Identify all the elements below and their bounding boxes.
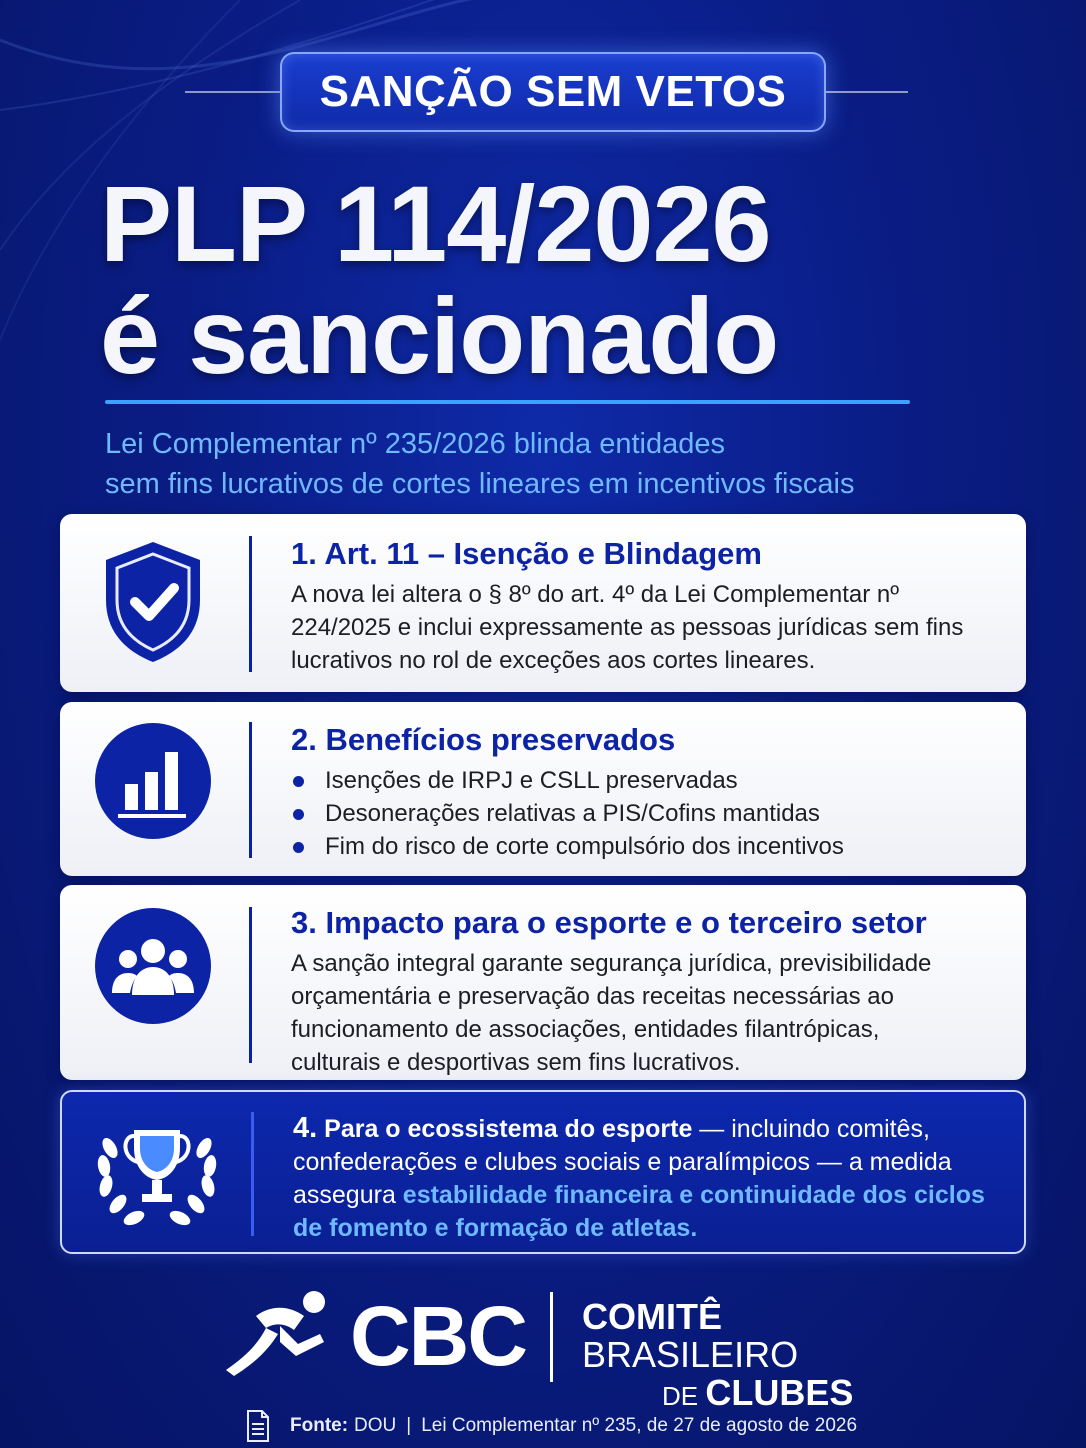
- source-detail: Lei Complementar nº 235, de 27 de agosto de 2026: [421, 1415, 858, 1436]
- source-line: [246, 1408, 857, 1444]
- org-word-de: DE: [662, 1381, 706, 1411]
- badge-rule-right: [826, 91, 908, 93]
- card-divider: [249, 907, 252, 1063]
- org-word-clubes: CLUBES: [705, 1372, 854, 1413]
- card-heading: 3. Impacto para o esporte e o terceiro setor: [291, 905, 927, 940]
- card-number: 4.: [293, 1112, 318, 1144]
- people-group-icon: [94, 907, 212, 1025]
- card-body: [293, 1112, 993, 1245]
- trophy-laurel-icon: [88, 1108, 226, 1238]
- title-line-1: PLP 114/2026: [100, 163, 771, 284]
- subtitle-line-1: Lei Complementar nº 235/2026 blinda entidades: [105, 428, 726, 460]
- header-badge-row: [0, 52, 1086, 132]
- source-value: DOU: [354, 1415, 397, 1436]
- org-word-brasileiro: BRASILEIRO: [582, 1334, 799, 1375]
- title-line-2: é sancionado: [100, 275, 779, 396]
- runner-icon: [220, 1286, 336, 1382]
- document-icon: [246, 1410, 270, 1442]
- card-benefits: [60, 702, 1026, 876]
- card-sport-ecosystem: [60, 1090, 1026, 1254]
- page-title: [100, 163, 1000, 396]
- title-underline: [105, 400, 910, 404]
- card-body: A nova lei altera o § 8º do art. 4º da Lei Complementar nº 224/2025 e inclui expressamente as pessoas jurídicas sem fins lucrativos no rol de exceções aos cortes lineares.: [291, 581, 964, 674]
- subtitle-line-2: sem fins lucrativos de cortes lineares em incentivos fiscais: [105, 468, 855, 500]
- source-separator: |: [406, 1415, 412, 1436]
- list-item: Fim do risco de corte compulsório dos incentivos: [291, 830, 971, 863]
- card-text: — incluindo comitês, confederações e clubes sociais e paralímpicos — a medida assegura: [293, 1115, 952, 1209]
- card-divider: [251, 1112, 254, 1236]
- card-heading: 2. Benefícios preservados: [291, 722, 676, 757]
- benefits-list: [291, 764, 971, 863]
- badge-rule-left: [185, 91, 280, 93]
- org-name-line-1: [582, 1298, 920, 1374]
- logo-divider: [550, 1292, 553, 1382]
- cbc-acronym: CBC: [350, 1289, 526, 1383]
- sanction-badge: SANÇÃO SEM VETOS: [280, 52, 826, 132]
- list-item: Desonerações relativas a PIS/Cofins mantidas: [291, 797, 971, 830]
- shield-check-icon: [98, 538, 208, 666]
- card-highlight: estabilidade financeira e continuidade dos ciclos de fomento e formação de atletas.: [293, 1181, 985, 1242]
- card-divider: [249, 722, 252, 858]
- card-divider: [249, 536, 252, 672]
- card-heading: Para o ecossistema do esporte: [324, 1115, 693, 1143]
- card-article-11: [60, 514, 1026, 692]
- list-item: Isenções de IRPJ e CSLL preservadas: [291, 764, 971, 797]
- source-label: Fonte:: [290, 1415, 349, 1436]
- card-heading: 1. Art. 11 – Isenção e Blindagem: [291, 536, 762, 571]
- card-impact: [60, 885, 1026, 1080]
- cbc-logo: [220, 1282, 920, 1413]
- card-body: A sanção integral garante segurança jurídica, previsibilidade orçamentária e preservação das receitas necessárias ao funcionamento de associações, entidades filantrópicas, culturais e desportivas sem fins lucrativos.: [291, 950, 932, 1076]
- subtitle: [105, 424, 1005, 504]
- org-word-comite: COMITÊ: [582, 1296, 722, 1337]
- org-name: [582, 1298, 920, 1415]
- bar-chart-icon: [94, 722, 212, 840]
